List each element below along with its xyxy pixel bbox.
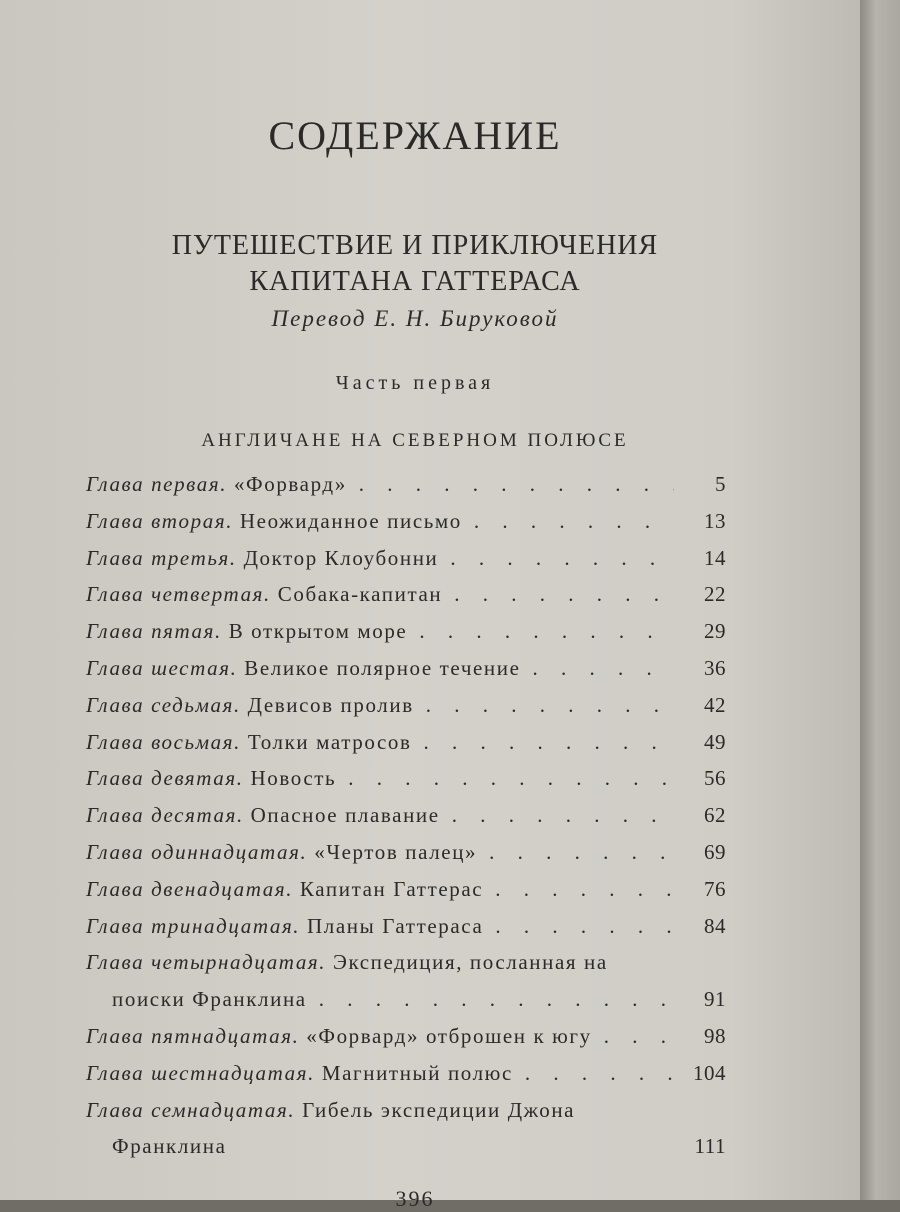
chapter-title: Капитан Гаттерас [299, 876, 484, 901]
toc-entry [86, 766, 726, 803]
chapter-number: Глава пятая. [86, 619, 222, 644]
chapter-title: Собака-капитан [277, 582, 443, 607]
dot-leader [442, 582, 674, 607]
page-number: 98 [704, 1023, 726, 1048]
chapter-title: «Форвард» отброшен к югу [306, 1023, 592, 1048]
toc-entry [86, 1024, 726, 1061]
chapter-title: Доктор Клоубонни [243, 545, 439, 570]
toc-entry [86, 1098, 726, 1135]
dot-leader [414, 693, 674, 718]
chapter-title: Новость [250, 766, 337, 791]
work-title-line-1: ПУТЕШЕСТВИЕ И ПРИКЛЮЧЕНИЯ [171, 230, 659, 261]
chapter-number: Глава седьмая. [86, 692, 241, 717]
dot-leader [336, 766, 674, 791]
toc-entry [86, 582, 726, 619]
toc-entry [86, 840, 726, 877]
chapter-title: Опасное плавание [250, 803, 440, 828]
page-number: 76 [704, 876, 726, 901]
page-number: 84 [704, 913, 726, 938]
toc-entry [86, 472, 726, 509]
page-number: 14 [704, 545, 726, 570]
page-number: 29 [704, 619, 726, 644]
dot-leader [483, 914, 674, 939]
toc-entry [86, 546, 726, 583]
chapter-title: Гибель экспедиции Джона [302, 1097, 576, 1122]
toc-entry [86, 803, 726, 840]
page-title: СОДЕРЖАНИЕ [268, 113, 562, 158]
page-number: 62 [704, 803, 726, 828]
dot-leader [307, 987, 674, 1012]
dot-leader [477, 840, 674, 865]
part-label: Часть первая [335, 372, 495, 394]
page-number: 13 [704, 508, 726, 533]
dot-leader [412, 730, 674, 755]
chapter-number: Глава вторая. [86, 508, 234, 533]
toc-entry [86, 877, 726, 914]
page-number: 42 [704, 692, 726, 717]
dot-leader [521, 656, 674, 681]
chapter-number: Глава восьмая. [86, 729, 241, 754]
chapter-title-continuation: поиски Франклина [112, 987, 307, 1012]
work-title-line-2: КАПИТАНА ГАТТЕРАСА [249, 266, 581, 297]
chapter-number: Глава семнадцатая. [86, 1097, 296, 1122]
next-page-edge [860, 0, 900, 1200]
chapter-title: Великое полярное течение [244, 655, 521, 680]
dot-leader [438, 546, 674, 571]
folio-page-number: 396 [395, 1186, 435, 1211]
chapter-title: Толки матросов [247, 729, 412, 754]
page-number: 104 [693, 1060, 726, 1085]
part-title: АНГЛИЧАНЕ НА СЕВЕРНОМ ПОЛЮСЕ [201, 430, 629, 451]
toc-entry [86, 656, 726, 693]
dot-leader [513, 1061, 674, 1086]
chapter-title: Девисов пролив [247, 692, 414, 717]
chapter-title: Магнитный полюс [321, 1060, 513, 1085]
dot-leader [592, 1024, 674, 1049]
chapter-title-continuation: Франклина [112, 1134, 227, 1159]
page-number: 22 [704, 582, 726, 607]
chapter-number: Глава третья. [86, 545, 237, 570]
toc-entry [86, 914, 726, 951]
dot-leader [462, 509, 674, 534]
chapter-title: В открытом море [228, 619, 408, 644]
toc-entry-continuation [86, 1134, 726, 1171]
chapter-number: Глава одиннадцатая. [86, 839, 308, 864]
chapter-number: Глава шестнадцатая. [86, 1060, 315, 1085]
chapter-number: Глава четвертая. [86, 582, 271, 607]
chapter-number: Глава пятнадцатая. [86, 1023, 300, 1048]
toc-entry [86, 730, 726, 767]
toc-entry [86, 509, 726, 546]
chapter-number: Глава первая. [86, 472, 228, 496]
chapter-title: «Чертов палец» [314, 839, 478, 864]
page-number: 56 [704, 766, 726, 791]
chapter-title: Планы Гаттераса [307, 913, 484, 938]
page-number: 36 [704, 655, 726, 680]
chapter-number: Глава четырнадцатая. [86, 950, 327, 975]
chapter-number: Глава тринадцатая. [86, 913, 301, 938]
toc-entry [86, 693, 726, 730]
chapter-number: Глава шестая. [86, 655, 238, 680]
table-of-contents [86, 472, 726, 1171]
toc-entry [86, 1061, 726, 1098]
dot-leader [483, 877, 674, 902]
toc-entry [86, 950, 726, 987]
dot-leader [347, 472, 674, 497]
toc-entry-continuation [86, 987, 726, 1024]
chapter-number: Глава девятая. [86, 766, 244, 791]
chapter-title: «Форвард» [233, 472, 347, 496]
dot-leader [440, 803, 674, 828]
chapter-title: Экспедиция, посланная на [333, 950, 608, 975]
page-number: 49 [704, 729, 726, 754]
page-number: 111 [694, 1134, 726, 1159]
work-title [0, 228, 830, 300]
page-number: 69 [704, 839, 726, 864]
dot-leader [407, 619, 674, 644]
chapter-number: Глава двенадцатая. [86, 876, 294, 901]
translator-credit: Перевод Е. Н. Бируковой [271, 306, 559, 331]
toc-entry [86, 619, 726, 656]
page-number: 91 [704, 987, 726, 1012]
page-number: 5 [715, 472, 726, 496]
chapter-number: Глава десятая. [86, 803, 244, 828]
chapter-title: Неожиданное письмо [239, 508, 462, 533]
